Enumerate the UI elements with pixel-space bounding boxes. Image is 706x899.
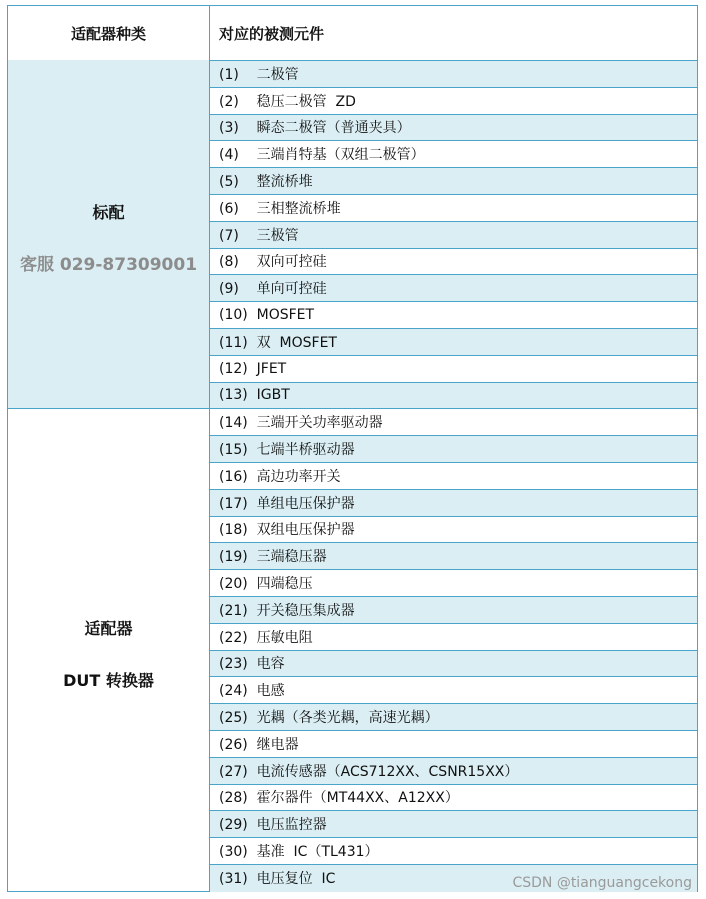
component-row: (12) JFET — [210, 356, 697, 383]
component-list — [210, 61, 697, 892]
header-tested-component: 对应的被测元件 — [219, 24, 325, 43]
component-row: (22) 压敏电阻 — [210, 624, 697, 651]
group-adapter — [8, 409, 210, 891]
component-row: (15) 七端半桥驱动器 — [210, 436, 697, 463]
components-table — [7, 5, 698, 892]
component-row: (19) 三端稳压器 — [210, 543, 697, 570]
component-row: (28) 霍尔器件（MT44XX、A12XX） — [210, 785, 697, 812]
component-row: (11) 双 MOSFET — [210, 329, 697, 356]
component-row: (5) 整流桥堆 — [210, 168, 697, 195]
component-row: (7) 三极管 — [210, 222, 697, 249]
component-row: (1) 二极管 — [210, 61, 697, 88]
component-row: (26) 继电器 — [210, 731, 697, 758]
header-adapter-type: 适配器种类 — [8, 6, 210, 60]
component-row: (29) 电压监控器 — [210, 811, 697, 838]
group-standard-label: 标配 — [92, 203, 125, 222]
component-row: (17) 单组电压保护器 — [210, 490, 697, 517]
group-adapter-sublabel: DUT 转换器 — [63, 671, 154, 690]
component-row: (8) 双向可控硅 — [210, 249, 697, 276]
component-row: (3) 瞬态二极管（普通夹具） — [210, 115, 697, 142]
component-row: (20) 四端稳压 — [210, 570, 697, 597]
component-row: (31) 电压复位 IC — [210, 865, 697, 892]
component-row: (21) 开关稳压集成器 — [210, 597, 697, 624]
component-row: (6) 三相整流桥堆 — [210, 195, 697, 222]
component-row: (2) 稳压二极管 ZD — [210, 88, 697, 115]
component-row: (27) 电流传感器（ACS712XX、CSNR15XX） — [210, 758, 697, 785]
component-row: (14) 三端开关功率驱动器 — [210, 409, 697, 436]
component-row: (16) 高边功率开关 — [210, 463, 697, 490]
group-adapter-label: 适配器 — [84, 619, 133, 638]
component-row: (30) 基准 IC（TL431） — [210, 838, 697, 865]
group-standard — [8, 60, 210, 409]
watermark: CSDN @tianguangcekong — [512, 875, 692, 891]
component-row: (18) 双组电压保护器 — [210, 517, 697, 544]
component-row: (25) 光耦（各类光耦，高速光耦） — [210, 704, 697, 731]
component-row: (9) 单向可控硅 — [210, 275, 697, 302]
component-row: (4) 三端肖特基（双组二极管） — [210, 141, 697, 168]
component-row: (10) MOSFET — [210, 302, 697, 329]
component-row: (13) IGBT — [210, 383, 697, 410]
component-row: (23) 电容 — [210, 651, 697, 678]
service-phone: 客服 029-87309001 — [19, 255, 198, 275]
table-header — [8, 6, 697, 61]
component-row: (24) 电感 — [210, 677, 697, 704]
